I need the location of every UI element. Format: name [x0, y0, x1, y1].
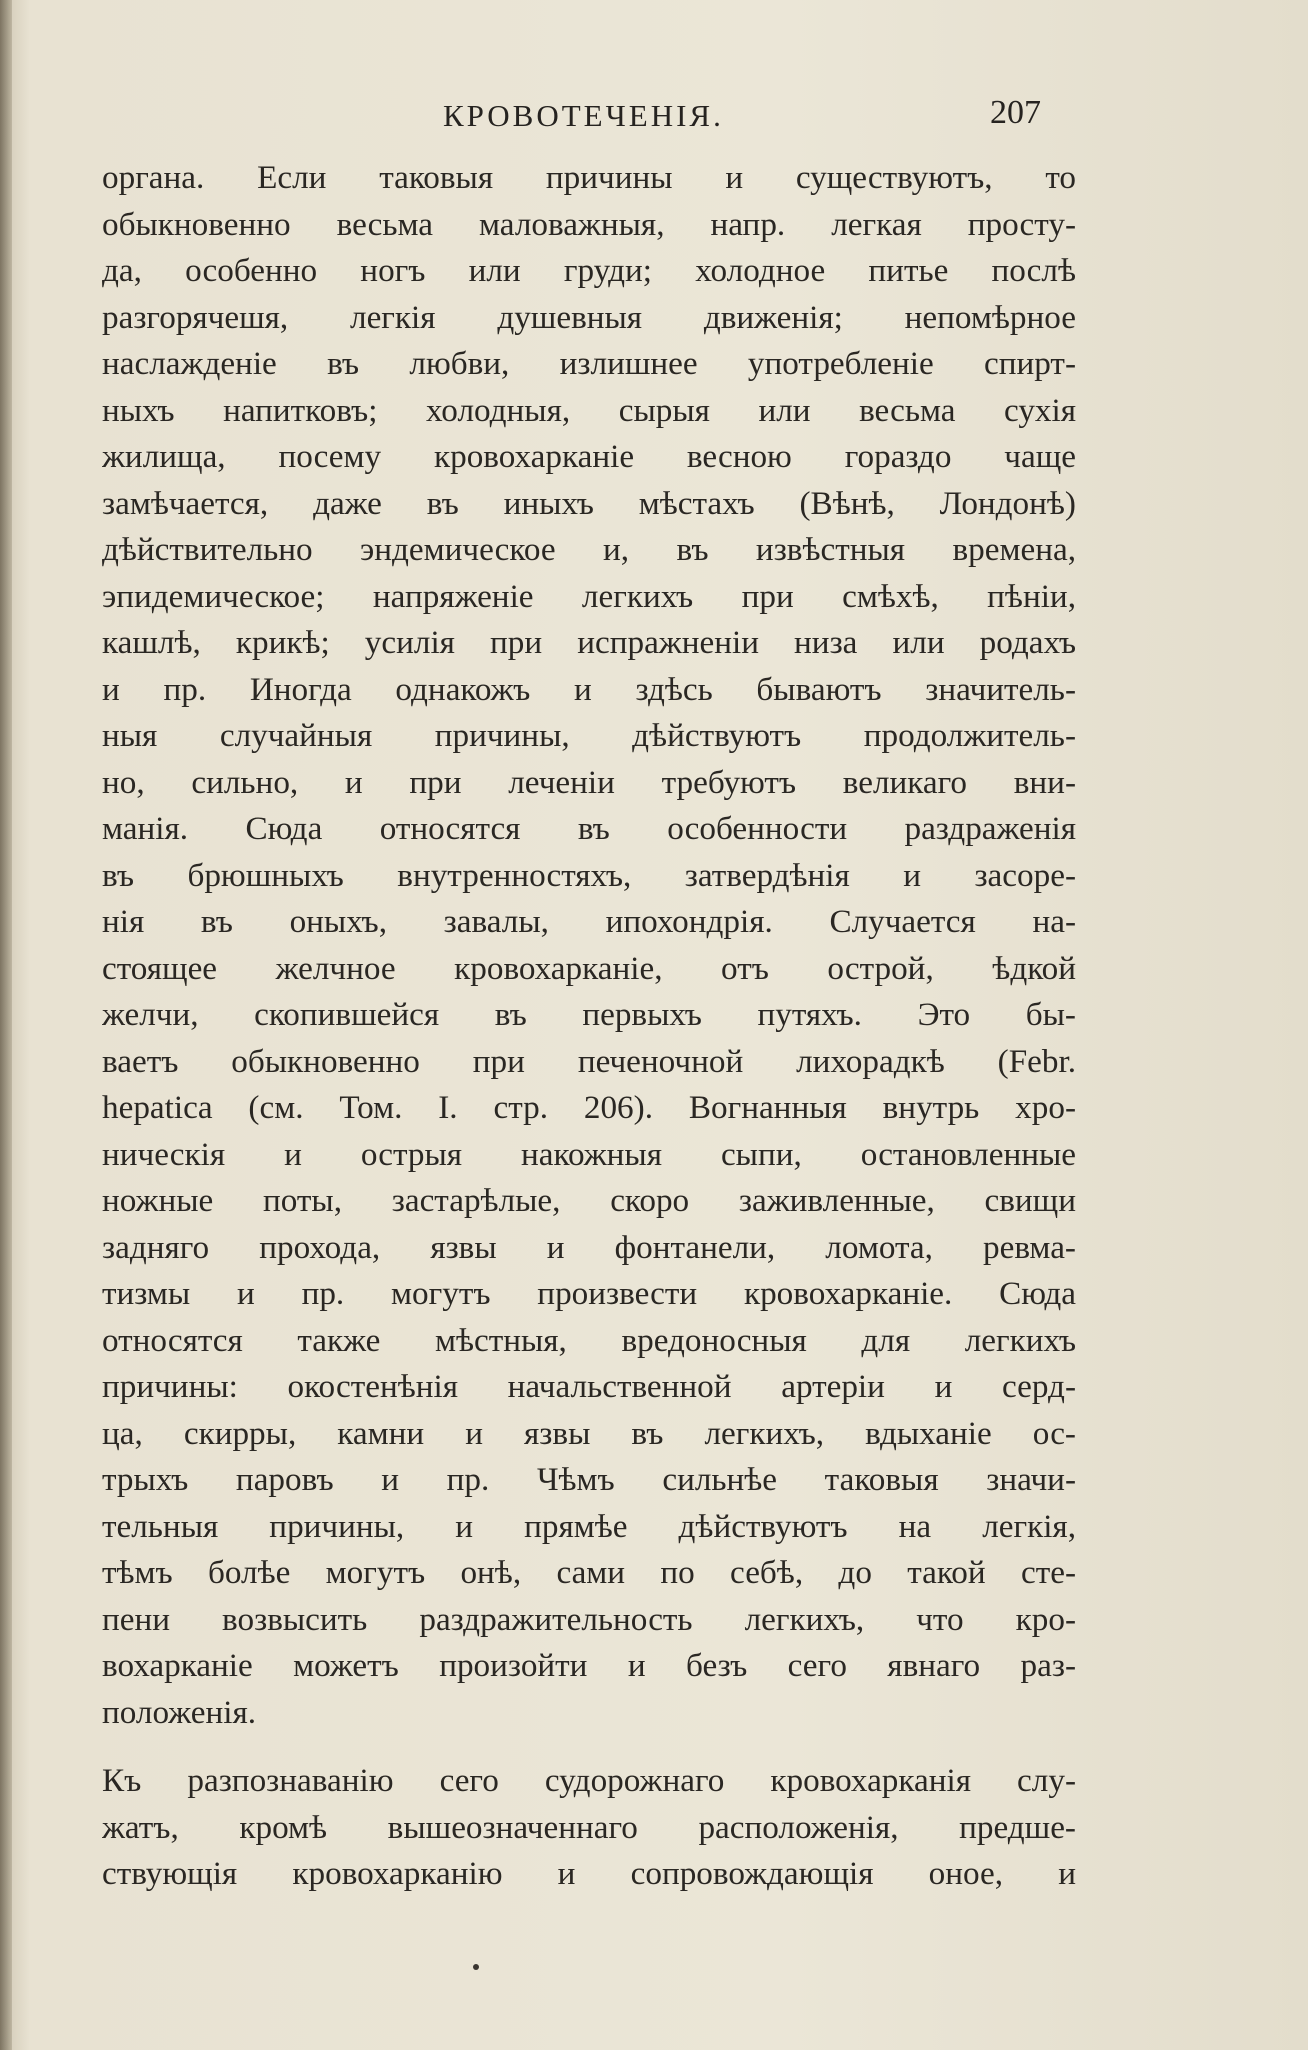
text-line: hepatica (см. Том. I. стр. 206). Вогнанныя внутрь хро-	[102, 1089, 1076, 1126]
text-line: трыхъ паровъ и пр. Чѣмъ сильнѣе таковыя значи-	[102, 1461, 1076, 1498]
text-line: нія въ оныхъ, завалы, ипохондрія. Случается на-	[102, 903, 1076, 940]
text-line: стоящее желчное кровохарканіе, отъ острой, ѣдкой	[102, 949, 1076, 987]
text-line: вохарканіе можетъ произойти и безъ сего явнаго раз-	[102, 1647, 1076, 1684]
text-line: тельныя причины, и прямѣе дѣйствуютъ на легкія,	[102, 1507, 1076, 1545]
text-line: ца, скирры, камни и язвы въ легкихъ, вдыханіе ос-	[102, 1414, 1076, 1452]
text-line: жатъ, кромѣ вышеозначеннаго расположенія, предше-	[102, 1808, 1076, 1846]
text-line: тѣмъ болѣе могутъ онѣ, сами по себѣ, до такой сте-	[102, 1554, 1076, 1591]
text-line: эпидемическое; напряженіе легкихъ при смѣхѣ, пѣніи,	[102, 577, 1076, 615]
paragraph-1	[102, 155, 1076, 1736]
text-line: да, особенно ногъ или груди; холодное питье послѣ	[102, 252, 1076, 289]
text-line: задняго прохода, язвы и фонтанели, ломота, ревма-	[102, 1228, 1076, 1266]
text-line: и пр. Иногда однакожъ и здѣсь бываютъ значитель-	[102, 670, 1076, 708]
text-line: ныя случайныя причины, дѣйствуютъ продолжитель-	[102, 717, 1076, 754]
text-line: положенія.	[102, 1693, 257, 1731]
text-line: наслажденіе въ любви, излишнее употребленіе спирт-	[102, 345, 1076, 382]
page-number: 207	[990, 94, 1041, 131]
text-line: ножные поты, застарѣлые, скоро заживленные, свищи	[102, 1182, 1076, 1219]
text-line: но, сильно, и при леченіи требуютъ великаго вни-	[102, 763, 1076, 801]
text-line: ныхъ напитковъ; холодныя, сырыя или весьма сухія	[102, 391, 1076, 429]
text-line: замѣчается, даже въ иныхъ мѣстахъ (Вѣнѣ, Лондонѣ)	[102, 484, 1076, 522]
text-line: желчи, скопившейся въ первыхъ путяхъ. Это бы-	[102, 996, 1076, 1033]
text-line: ническія и острыя накожныя сыпи, остановленные	[102, 1135, 1076, 1173]
running-head	[0, 94, 1308, 138]
text-line: Къ разпознаванію сего судорожнаго кровохарканія слу-	[102, 1762, 1076, 1799]
text-line: кашлѣ, крикѣ; усилія при испражненіи низа или родахъ	[102, 624, 1076, 661]
text-line: причины: окостенѣнія начальственной артеріи и серд-	[102, 1368, 1076, 1405]
text-line: манія. Сюда относятся въ особенности раздраженія	[102, 810, 1076, 847]
text-line: тизмы и пр. могутъ произвести кровохарканіе. Сюда	[102, 1275, 1076, 1312]
text-line: жилища, посему кровохарканіе весною гораздо чаще	[102, 438, 1076, 475]
text-line: обыкновенно весьма маловажныя, напр. легкая просту-	[102, 205, 1076, 243]
text-line: пени возвысить раздражительность легкихъ, что кро-	[102, 1600, 1076, 1638]
text-line: разгорячешя, легкія душевныя движенія; непомѣрное	[102, 298, 1076, 336]
page-binding-edge	[0, 0, 12, 2050]
text-line: ваетъ обыкновенно при печеночной лихорадкѣ (Febr.	[102, 1042, 1076, 1080]
text-line: дѣйствительно эндемическое и, въ извѣстныя времена,	[102, 531, 1076, 568]
chapter-title: КРОВОТЕЧЕНІЯ.	[443, 98, 724, 133]
text-line: органа. Если таковыя причины и существуютъ, то	[102, 159, 1076, 196]
text-line: относятся также мѣстныя, вредоносныя для легкихъ	[102, 1321, 1076, 1359]
body-text	[102, 155, 1076, 1898]
text-line: въ брюшныхъ внутренностяхъ, затвердѣнія и засоре-	[102, 856, 1076, 894]
paragraph-2	[102, 1758, 1076, 1898]
ink-speck	[473, 1964, 479, 1970]
text-line: ствующія кровохарканію и сопровождающія оное, и	[102, 1855, 1076, 1892]
